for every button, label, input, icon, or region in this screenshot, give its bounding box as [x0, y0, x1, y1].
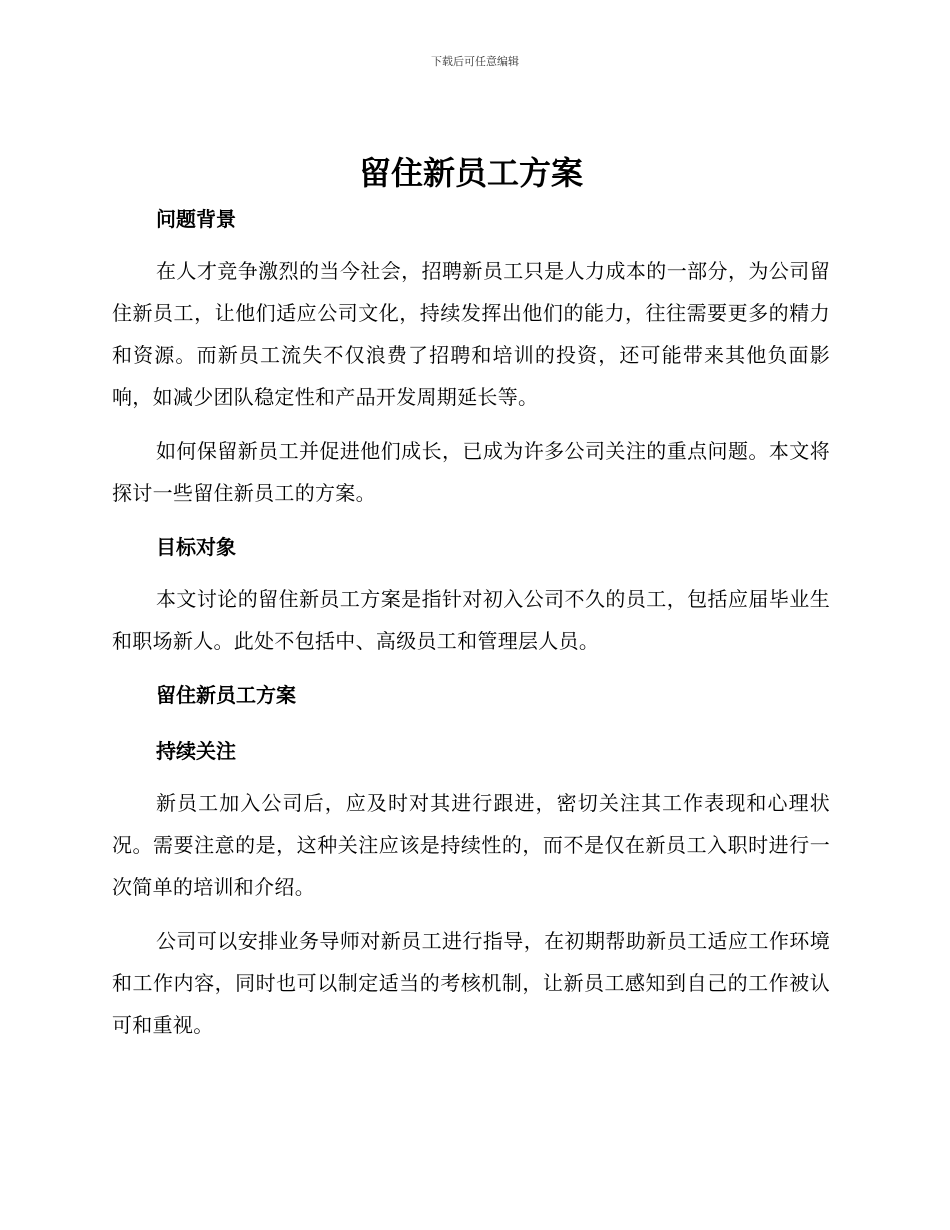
section-heading-focus: 持续关注	[156, 739, 236, 763]
paragraph-background-1: 在人才竞争激烈的当今社会，招聘新员工只是人力成本的一部分，为公司留住新员工，让他们适应公司文化，持续发挥出他们的能力，往往需要更多的精力和资源。而新员工流失不仅浪费了招聘和培训的投资，还可能带来其他负面影响，如减少团队稳定性和产品开发周期延长等。	[112, 259, 830, 409]
paragraph-focus-2: 公司可以安排业务导师对新员工进行指导，在初期帮助新员工适应工作环境和工作内容，同时也可以制定适当的考核机制，让新员工感知到自己的工作被认可和重视。	[112, 929, 830, 1037]
paragraph-target-1: 本文讨论的留住新员工方案是指针对初入公司不久的员工，包括应届毕业生和职场新人。此处不包括中、高级员工和管理层人员。	[112, 587, 830, 653]
paragraph-focus-1: 新员工加入公司后，应及时对其进行跟进，密切关注其工作表现和心理状况。需要注意的是，这种关注应该是持续性的，而不是仅在新员工入职时进行一次简单的培训和介绍。	[112, 791, 830, 899]
document-body	[112, 150, 830, 1046]
section-heading-background: 问题背景	[156, 207, 236, 231]
document-title: 留住新员工方案	[358, 154, 583, 192]
page-header-note: 下载后可任意编辑	[431, 55, 519, 68]
paragraph-background-2: 如何保留新员工并促进他们成长，已成为许多公司关注的重点问题。本文将探讨一些留住新员工的方案。	[112, 439, 830, 505]
section-heading-target: 目标对象	[156, 535, 236, 559]
section-heading-plan: 留住新员工方案	[156, 683, 296, 707]
